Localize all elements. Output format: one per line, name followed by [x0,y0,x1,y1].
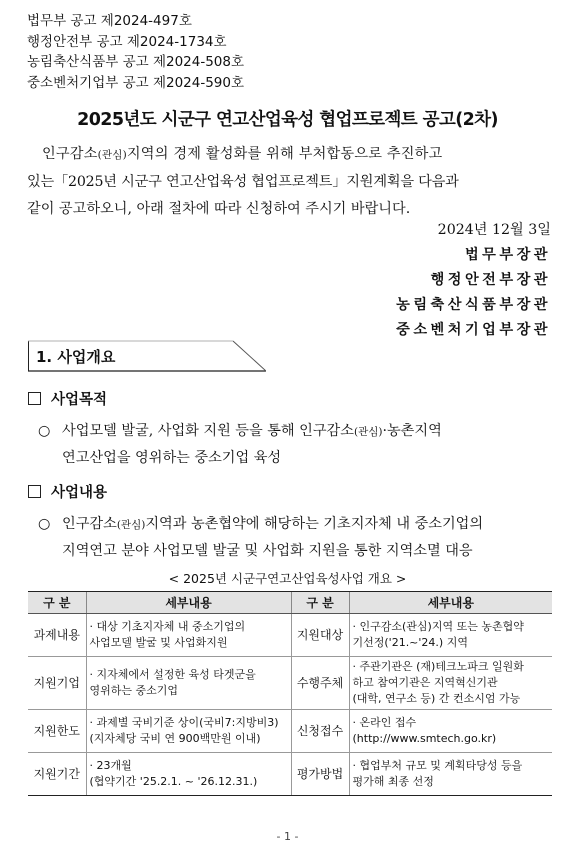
table-label-cell: 지원대상 [291,614,349,657]
table-detail-line: · 대상 기초지자체 내 중소기업의 [89,620,246,633]
table-detail-line: (http://www.smtech.go.kr) [352,732,497,745]
table-header-cell: 구 분 [28,592,86,614]
table-detail-line: · 23개월 [89,759,132,772]
intro-line [27,141,552,169]
bullet-line: 지역연고 분야 사업모델 발굴 및 사업화 지원을 통한 지역소멸 대응 [62,543,473,559]
intro-text: 지역의 경제 활성화를 위해 부처합동으로 추진하고 [126,146,443,162]
checkbox-square-icon [28,392,41,405]
checkbox-square-icon [28,485,41,498]
signature-block [396,218,551,343]
table-header-cell: 세부내용 [349,592,552,614]
table-detail-line: (협약기간 '25.2.1. ~ '26.12.31.) [89,775,258,788]
table-label-cell: 평가방법 [291,753,349,796]
subheading-label: 사업목적 [51,392,108,408]
table-caption: < 2025년 시군구연고산업육성사업 개요 > [168,571,407,586]
notice-numbers [27,11,244,93]
overview-table [28,591,552,796]
notice-line: 중소벤처기업부 공고 제2024-590호 [27,74,245,91]
bullet-text: 사업모델 발굴, 사업화 지원 등을 통해 인구감소 [62,423,354,439]
table-label-cell: 지원한도 [28,710,86,753]
subheading-content [28,481,107,502]
table-detail-line: (지자체당 국비 연 900백만원 이내) [89,732,261,745]
bullet-text: 인구감소 [62,516,117,532]
bullet-small-text: (관심) [353,426,383,438]
table-detail-line: (대학, 연구소 등) 간 컨소시엄 가능 [352,692,521,705]
table-detail-cell [86,657,291,710]
table-detail-line: · 과제별 국비기준 상이(국비7:지방비3) [89,716,279,729]
circle-bullet-icon: ○ [38,516,51,532]
bullet-line [38,511,558,538]
table-row [28,657,552,710]
document-title: 2025년도 시군구 연고산업육성 협업프로젝트 공고(2차) [77,110,498,130]
table-detail-line: 사업모델 발굴 및 사업화지원 [89,636,228,649]
table-header-cell: 구 분 [291,592,349,614]
notice-line: 농림축산식품부 공고 제2024-508호 [27,54,245,70]
bullet-text: 지역과 농촌협약에 해당하는 기초지자체 내 중소기업의 [145,516,484,532]
table-header-row [28,592,552,614]
table-row [28,710,552,753]
table-detail-line: 영위하는 중소기업 [89,684,179,697]
table-detail-line: 평가해 최종 선정 [352,775,434,788]
table-detail-cell [86,753,291,796]
table-body [28,614,552,796]
table-label-cell: 수행주체 [291,657,349,710]
table-detail-line: 하고 참여기관은 지역혁신기관 [352,676,498,689]
table-detail-line: 기선정('21.~'24.) 지역 [352,636,468,649]
table-detail-line: · 인구감소(관심)지역 또는 농촌협약 [352,620,524,633]
intro-paragraph [27,141,552,223]
table-row [28,614,552,657]
signer-org: 법무부장관 [464,247,551,263]
table-detail-cell [349,614,552,657]
intro-small-text: (관심) [97,149,127,161]
table-label-cell: 지원기업 [28,657,86,710]
bullet-line: 연고산업을 영위하는 중소기업 육성 [62,450,282,466]
subheading-label: 사업내용 [51,485,108,501]
page-number: - 1 - [276,830,299,843]
notice-line: 법무부 공고 제2024-497호 [27,13,192,29]
table-detail-cell [349,753,552,796]
table-detail-cell [86,614,291,657]
announcement-date: 2024년 12월 3일 [437,222,551,238]
table-detail-line: · 협업부처 규모 및 계획타당성 등을 [352,759,523,772]
table-detail-cell [349,657,552,710]
table-label-cell: 지원기간 [28,753,86,796]
table-header-cell: 세부내용 [86,592,291,614]
purpose-bullet [38,418,558,471]
signer-org: 행정안전부장관 [430,272,551,288]
intro-text: 인구감소 [42,146,98,162]
signer-org: 중소벤처기업부장관 [396,322,551,338]
table-row [28,753,552,796]
intro-line: 있는「2025년 시군구 연고산업육성 협업프로젝트」지원계획을 다음과 [27,174,459,190]
bullet-text: ·농촌지역 [382,423,442,439]
table-label-cell: 과제내용 [28,614,86,657]
signer-org: 농림축산식품부장관 [396,297,551,313]
bullet-small-text: (관심) [116,519,146,531]
table-label-cell: 신청접수 [291,710,349,753]
notice-line: 행정안전부 공고 제2024-1734호 [27,33,227,50]
table-detail-line: · 지자체에서 설정한 육성 타겟군을 [89,668,256,681]
table-detail-cell [86,710,291,753]
table-detail-line: · 온라인 접수 [352,716,417,729]
section-heading-label: 1. 사업개요 [36,348,116,366]
content-bullet [38,511,558,564]
table-detail-cell [349,710,552,753]
intro-line: 같이 공고하오니, 아래 절차에 따라 신청하여 주시기 바랍니다. [27,201,411,217]
table-detail-line: · 주관기관은 (재)테크노파크 일원화 [352,660,524,673]
bullet-line [38,418,558,445]
subheading-purpose [28,388,107,409]
circle-bullet-icon: ○ [38,423,51,439]
section-heading [28,340,266,372]
